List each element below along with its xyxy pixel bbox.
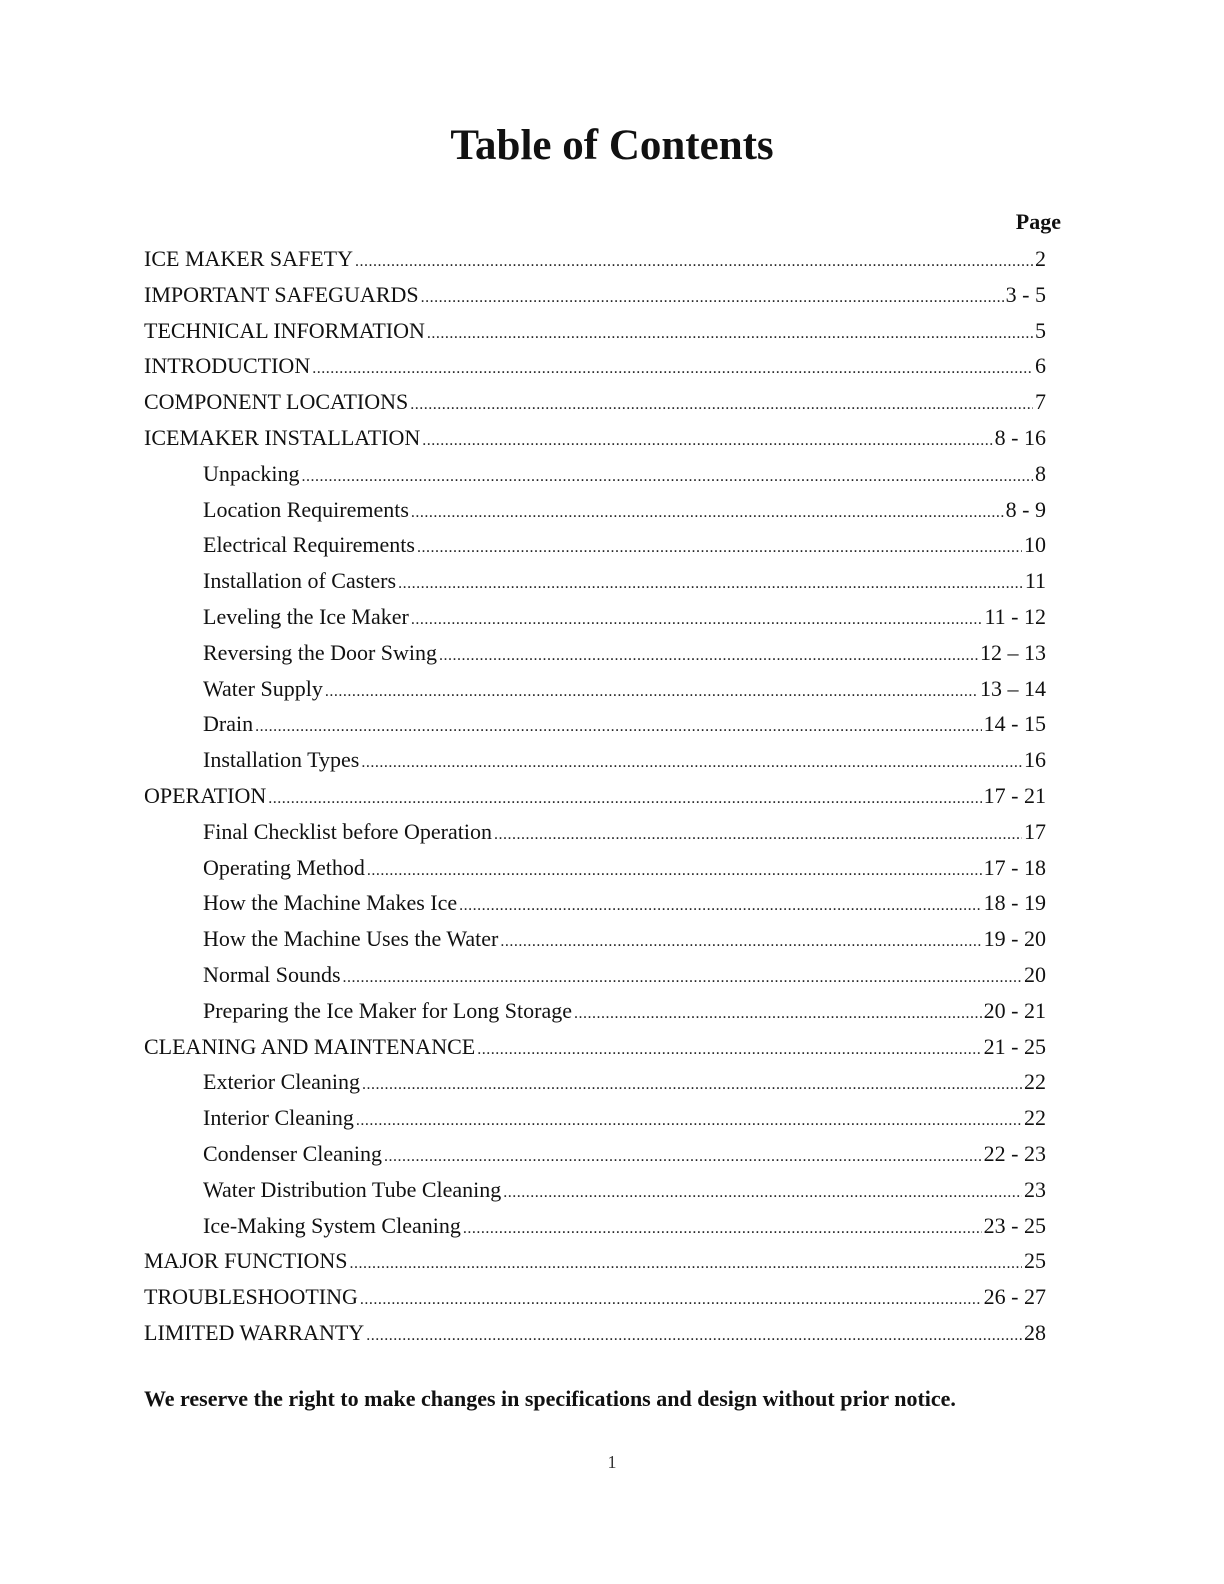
toc-entry-page: 11 xyxy=(1024,568,1046,594)
dot-leader xyxy=(362,1067,1022,1103)
toc-entry-page: 26 - 27 xyxy=(983,1284,1046,1310)
toc-entry-page: 2 xyxy=(1035,246,1046,271)
dot-leader xyxy=(355,244,1033,280)
toc-entry-label: Leveling the Ice Maker xyxy=(203,603,409,629)
dot-leader xyxy=(417,530,1022,566)
dot-leader xyxy=(574,996,982,1032)
toc-entry-label: COMPONENT LOCATIONS xyxy=(144,389,409,415)
toc-entry-label: Reversing the Door Swing xyxy=(203,639,438,665)
toc-entry-page: 20 - 21 xyxy=(983,997,1046,1023)
dot-leader xyxy=(439,638,978,674)
toc-entry-page: 22 xyxy=(1024,1069,1046,1095)
toc-entry-label: TECHNICAL INFORMATION xyxy=(144,317,425,343)
toc-entry-page: 22 xyxy=(1024,1105,1046,1131)
page-number: 1 xyxy=(607,1452,617,1472)
toc-entry-label: Preparing the Ice Maker for Long Storage xyxy=(203,997,572,1023)
toc-entry-label: OPERATION xyxy=(144,782,267,808)
dot-leader xyxy=(477,1032,981,1068)
dot-leader xyxy=(463,1211,982,1247)
toc-entry-page: 19 - 20 xyxy=(983,926,1046,952)
toc-entry-page: 7 xyxy=(1035,389,1046,415)
dot-leader xyxy=(398,566,1023,602)
page-column-heading: Page xyxy=(1015,209,1061,234)
toc-entry-label: Water Distribution Tube Cleaning xyxy=(203,1176,502,1202)
toc-subentry xyxy=(144,1208,1046,1244)
dot-leader xyxy=(421,280,1004,316)
toc-subentry xyxy=(144,635,1046,671)
notice-text: We reserve the right to make changes in specifications and design without prior notice. xyxy=(144,1386,956,1411)
toc-entry-page: 28 xyxy=(1024,1319,1046,1345)
toc-entry-label: Interior Cleaning xyxy=(203,1105,354,1131)
toc-entry xyxy=(144,420,1046,456)
toc-subentry xyxy=(144,671,1046,707)
dot-leader xyxy=(350,1246,1022,1282)
toc-entry xyxy=(144,1029,1046,1065)
toc-entry-label: Location Requirements xyxy=(203,496,409,522)
toc-entry xyxy=(144,1315,1046,1351)
toc-entry xyxy=(144,384,1046,420)
dot-leader xyxy=(367,853,982,889)
toc-subentry xyxy=(144,527,1046,563)
toc-entry xyxy=(144,1279,1046,1315)
toc-entry-page: 17 - 21 xyxy=(983,782,1046,808)
toc-entry-page: 23 - 25 xyxy=(983,1212,1046,1238)
dot-leader xyxy=(411,495,1004,531)
toc-subentry xyxy=(144,814,1046,850)
toc-entry-page: 13 – 14 xyxy=(980,675,1046,701)
toc-entry-label: Installation Types xyxy=(203,747,360,773)
toc-entry-page: 22 - 23 xyxy=(983,1140,1046,1166)
toc-entry-page: 14 - 15 xyxy=(983,711,1046,737)
toc-subentry xyxy=(144,921,1046,957)
toc-entry-page: 11 - 12 xyxy=(984,603,1046,629)
toc-subentry xyxy=(144,706,1046,742)
toc-entry-label: Condenser Cleaning xyxy=(203,1140,383,1166)
toc-entry-label: Installation of Casters xyxy=(203,568,397,594)
toc-entry-label: LIMITED WARRANTY xyxy=(144,1319,365,1345)
dot-leader xyxy=(494,817,1022,853)
toc-entry-page: 6 xyxy=(1035,353,1046,379)
dot-leader xyxy=(268,781,981,817)
toc-entry-label: Drain xyxy=(203,711,254,737)
toc-entry-page: 8 - 16 xyxy=(994,424,1046,450)
toc-entry-label: INTRODUCTION xyxy=(144,353,311,379)
dot-leader xyxy=(503,1175,1022,1211)
toc-entry-page: 17 xyxy=(1024,818,1046,844)
toc-subentry xyxy=(144,1136,1046,1172)
dot-leader xyxy=(410,387,1033,423)
toc-entry-label: How the Machine Uses the Water xyxy=(203,926,499,952)
toc-subentry xyxy=(144,599,1046,635)
toc-subentry xyxy=(144,492,1046,528)
toc-entry-page: 16 xyxy=(1024,747,1046,773)
toc-subentry xyxy=(144,456,1046,492)
toc-subentry xyxy=(144,742,1046,778)
dot-leader xyxy=(312,351,1033,387)
toc-entry-label: MAJOR FUNCTIONS xyxy=(144,1248,348,1274)
toc-entry-page: 10 xyxy=(1024,532,1046,558)
dot-leader xyxy=(360,1282,982,1318)
toc-subentry xyxy=(144,885,1046,921)
toc-entry-label: Operating Method xyxy=(203,854,365,880)
toc-entry-page: 25 xyxy=(1024,1248,1046,1274)
toc-entry xyxy=(144,348,1046,384)
toc-entry-page: 8 xyxy=(1035,460,1046,486)
dot-leader xyxy=(500,924,981,960)
toc-subentry xyxy=(144,850,1046,886)
toc-entry-label: ICE MAKER SAFETY xyxy=(144,246,354,271)
dot-leader xyxy=(422,423,992,459)
toc-entry-page: 3 - 5 xyxy=(1005,281,1046,307)
dot-leader xyxy=(325,674,978,710)
toc-entry xyxy=(144,313,1046,349)
dot-leader xyxy=(411,602,983,638)
toc-entry-label: IMPORTANT SAFEGUARDS xyxy=(144,281,419,307)
dot-leader xyxy=(384,1139,982,1175)
toc-entry xyxy=(144,778,1046,814)
toc-entry-label: Unpacking xyxy=(203,460,300,486)
table-of-contents xyxy=(144,241,1046,1351)
toc-entry-page: 18 - 19 xyxy=(983,890,1046,916)
toc-entry-page: 21 - 25 xyxy=(983,1033,1046,1059)
toc-entry xyxy=(144,277,1046,313)
toc-entry-label: TROUBLESHOOTING xyxy=(144,1284,358,1310)
dot-leader xyxy=(459,888,982,924)
toc-entry-page: 12 – 13 xyxy=(980,639,1046,665)
toc-entry-page: 8 - 9 xyxy=(1005,496,1046,522)
toc-entry-label: Exterior Cleaning xyxy=(203,1069,361,1095)
dot-leader xyxy=(361,745,1022,781)
toc-subentry xyxy=(144,993,1046,1029)
toc-subentry xyxy=(144,1172,1046,1208)
dot-leader xyxy=(255,709,982,745)
dot-leader xyxy=(366,1318,1022,1354)
toc-entry-label: ICEMAKER INSTALLATION xyxy=(144,424,421,450)
dot-leader xyxy=(427,316,1033,352)
toc-entry-page: 20 xyxy=(1024,961,1046,987)
toc-entry-label: Electrical Requirements xyxy=(203,532,415,558)
toc-entry-label: Normal Sounds xyxy=(203,961,341,987)
dot-leader xyxy=(343,960,1023,996)
toc-subentry xyxy=(144,1100,1046,1136)
dot-leader xyxy=(356,1103,1022,1139)
toc-entry-page: 23 xyxy=(1024,1176,1046,1202)
toc-entry-page: 5 xyxy=(1035,317,1046,343)
toc-entry-page: 17 - 18 xyxy=(983,854,1046,880)
dot-leader xyxy=(302,459,1033,495)
toc-entry-label: Ice-Making System Cleaning xyxy=(203,1212,461,1238)
toc-entry-label: How the Machine Makes Ice xyxy=(203,890,458,916)
toc-entry-label: Final Checklist before Operation xyxy=(203,818,492,844)
page-title: Table of Contents xyxy=(450,122,774,169)
toc-entry xyxy=(144,1243,1046,1279)
toc-subentry xyxy=(144,1064,1046,1100)
toc-entry xyxy=(144,241,1046,277)
toc-subentry xyxy=(144,563,1046,599)
toc-entry-label: Water Supply xyxy=(203,675,323,701)
toc-subentry xyxy=(144,957,1046,993)
toc-entry-label: CLEANING AND MAINTENANCE xyxy=(144,1033,476,1059)
